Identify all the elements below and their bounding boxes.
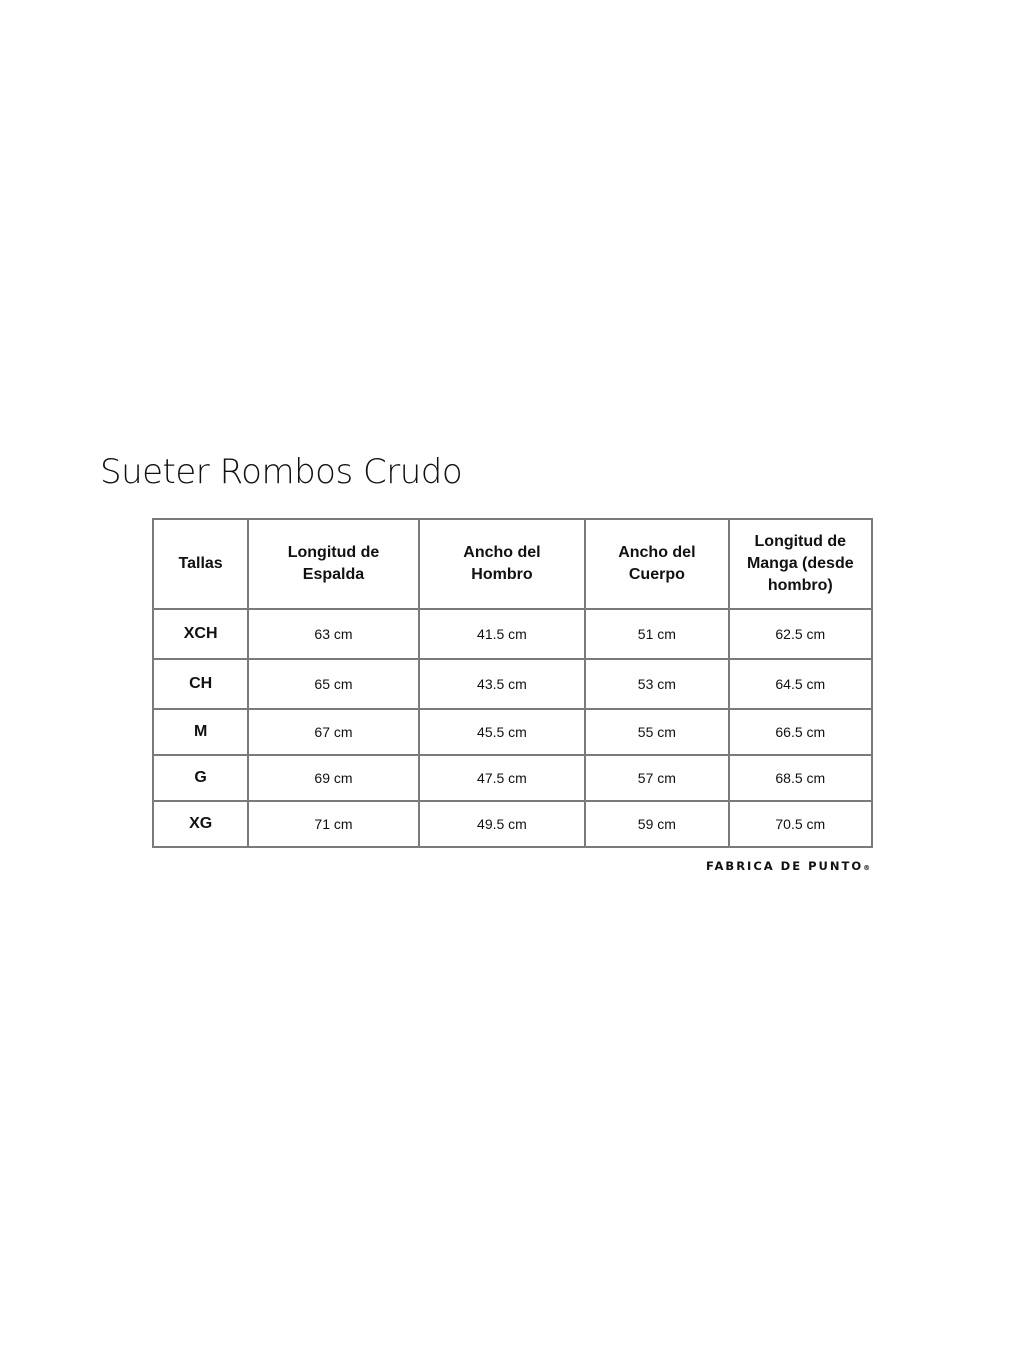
cell-longitud-manga: 62.5 cm [729, 609, 872, 659]
cell-ancho-cuerpo: 57 cm [585, 755, 728, 801]
header-longitud-manga [729, 519, 872, 609]
cell-ancho-cuerpo: 53 cm [585, 659, 728, 709]
cell-ancho-cuerpo: 51 cm [585, 609, 728, 659]
size-chart-table [152, 518, 873, 848]
header-ancho-cuerpo [585, 519, 728, 609]
header-ancho-cuerpo-text: Ancho del Cuerpo [618, 544, 696, 583]
header-longitud-manga-text: Longitud de Manga (desde hombro) [746, 533, 854, 594]
cell-longitud-espalda: 71 cm [248, 801, 418, 847]
header-ancho-hombro [419, 519, 585, 609]
table-header-row [153, 519, 872, 609]
cell-ancho-hombro: 43.5 cm [419, 659, 585, 709]
cell-ancho-hombro: 49.5 cm [419, 801, 585, 847]
cell-ancho-cuerpo: 55 cm [585, 709, 728, 755]
cell-ancho-cuerpo: 59 cm [585, 801, 728, 847]
cell-ancho-hombro: 47.5 cm [419, 755, 585, 801]
cell-longitud-espalda: 67 cm [248, 709, 418, 755]
registered-mark: ® [863, 864, 871, 872]
cell-longitud-manga: 70.5 cm [729, 801, 872, 847]
cell-ancho-hombro: 45.5 cm [419, 709, 585, 755]
cell-longitud-espalda: 63 cm [248, 609, 418, 659]
cell-longitud-espalda: 65 cm [248, 659, 418, 709]
size-label: G [153, 755, 248, 801]
cell-longitud-manga: 64.5 cm [729, 659, 872, 709]
cell-longitud-manga: 68.5 cm [729, 755, 872, 801]
brand-logo [706, 859, 870, 873]
table-row [153, 755, 872, 801]
brand-name: FABRICA DE PUNTO [706, 859, 864, 873]
cell-longitud-manga: 66.5 cm [729, 709, 872, 755]
size-label: XG [153, 801, 248, 847]
header-tallas: Tallas [153, 519, 248, 609]
table-row [153, 659, 872, 709]
size-label: M [153, 709, 248, 755]
size-label: CH [153, 659, 248, 709]
size-label: XCH [153, 609, 248, 659]
header-longitud-espalda [248, 519, 418, 609]
table-row [153, 801, 872, 847]
cell-ancho-hombro: 41.5 cm [419, 609, 585, 659]
table-row [153, 609, 872, 659]
header-ancho-hombro-text: Ancho del Hombro [463, 544, 541, 583]
cell-longitud-espalda: 69 cm [248, 755, 418, 801]
table-row [153, 709, 872, 755]
page-title: Sueter Rombos Crudo [100, 452, 463, 492]
header-longitud-espalda-text: Longitud de Espalda [287, 544, 380, 583]
